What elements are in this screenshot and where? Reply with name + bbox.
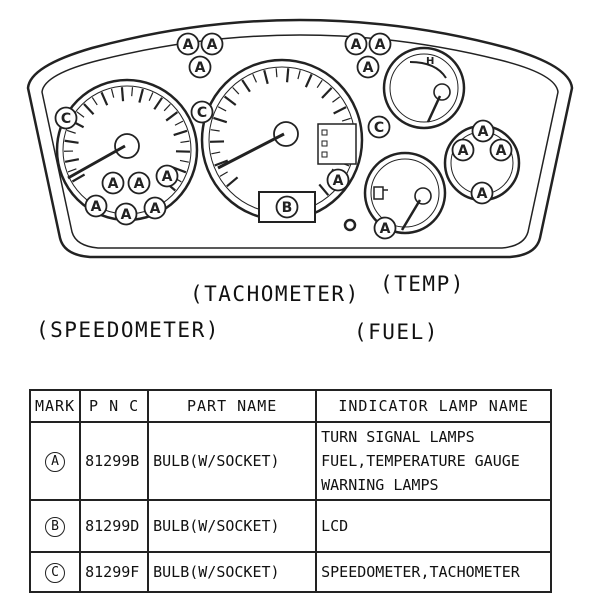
header-part-name: PART NAME (148, 390, 316, 422)
tachometer-hub (274, 122, 298, 146)
temp-hub (434, 84, 450, 100)
dial-tick (332, 97, 339, 102)
mark-symbol: C (45, 563, 65, 583)
bulb-mark-letter: B (281, 200, 293, 216)
bulb-mark-letter: A (206, 37, 218, 53)
part-name-cell: BULB(W/SOCKET) (148, 500, 316, 552)
pnc-cell: 81299D (80, 500, 148, 552)
part-name-cell: BULB(W/SOCKET) (148, 422, 316, 500)
fuel-pump-icon (374, 187, 383, 199)
bulb-mark-letter: A (182, 37, 194, 53)
header-pnc: P N C (80, 390, 148, 422)
header-indicator: INDICATOR LAMP NAME (316, 390, 551, 422)
indicator-cell (316, 500, 551, 552)
dial-tick (264, 70, 267, 84)
bulb-mark-letter: C (373, 120, 385, 136)
mark-symbol: B (45, 517, 65, 537)
temp-gauge (384, 48, 464, 128)
dial-tick (166, 112, 177, 120)
pnc-cell: 81299B (80, 422, 148, 500)
fuel-needle (402, 200, 420, 230)
tachometer-label: (TACHOMETER) (190, 282, 360, 306)
bulb-mark-letter: A (379, 221, 391, 237)
fuel-hub (415, 188, 431, 204)
bulb-mark-letter: A (194, 60, 206, 76)
dial-tick (112, 89, 114, 98)
dial-tick (317, 80, 322, 87)
dial-tick (213, 118, 226, 122)
dial-tick (92, 97, 97, 105)
bulb-mark-letter: A (495, 143, 507, 159)
dial-tick (211, 130, 220, 131)
dial-tick (154, 98, 162, 110)
parts-table (29, 389, 552, 593)
bulb-mark-letter: A (476, 186, 488, 202)
indicator-cell (316, 422, 551, 500)
pnc-cell: 81299F (80, 552, 148, 592)
header-mark: MARK (30, 390, 80, 422)
bulb-mark-letter: A (161, 169, 173, 185)
table-row (30, 422, 551, 500)
dial-tick (102, 92, 108, 105)
bulb-mark-letter: A (457, 143, 469, 159)
dial-tick (180, 160, 189, 162)
dial-tick (242, 80, 250, 92)
dial-tick (342, 118, 351, 121)
speedometer-label: (SPEEDOMETER) (36, 318, 220, 342)
bulb-mark-letter: A (133, 176, 145, 192)
speedometer-dial (57, 80, 197, 220)
bulb-mark-letter: A (332, 173, 344, 189)
dial-tick (227, 177, 238, 186)
bulb-mark-letter: C (60, 111, 72, 127)
dial-tick (253, 74, 257, 82)
dial-tick (211, 152, 220, 154)
dial-tick (218, 107, 226, 111)
bulb-mark-letter: A (107, 176, 119, 192)
dial-tick (220, 172, 228, 177)
temp-hot-letter: H (426, 56, 435, 67)
bulb-mark-letter: A (90, 199, 102, 215)
fuel-label: (FUEL) (354, 320, 439, 344)
dial-tick (65, 159, 79, 162)
part-name-cell: BULB(W/SOCKET) (148, 552, 316, 592)
dial-tick (306, 74, 312, 87)
dial-tick (225, 97, 236, 105)
dial-tick (276, 68, 277, 77)
dial-tick (139, 89, 143, 103)
indicator-cell (316, 552, 551, 592)
dial-tick (149, 93, 153, 101)
table-row (30, 500, 551, 552)
dial-tick (84, 104, 94, 114)
temp-needle (428, 96, 440, 122)
reset-knob (345, 220, 355, 230)
dial-tick (319, 184, 328, 195)
lamp-name: TURN SIGNAL LAMPS (321, 428, 475, 446)
dial-tick (334, 107, 346, 113)
bulb-mark-letter: A (477, 124, 489, 140)
parts-table-header (30, 390, 551, 422)
dial-tick (122, 87, 123, 101)
bulb-mark-letter: A (120, 207, 132, 223)
dial-tick (174, 131, 187, 135)
bulb-mark-letter: A (350, 37, 362, 53)
dial-tick (180, 141, 189, 142)
bulb-mark-letter: A (149, 201, 161, 217)
dial-tick (68, 169, 76, 172)
dial-tick (67, 130, 76, 133)
bulb-mark-letter: A (374, 37, 386, 53)
bulb-mark-letter: C (196, 105, 208, 121)
lamp-name: SPEEDOMETER,TACHOMETER (321, 563, 520, 581)
mark-symbol: A (45, 452, 65, 472)
bulb-mark-letter: A (362, 60, 374, 76)
lamp-name: LCD (321, 517, 349, 535)
dial-tick (77, 112, 84, 117)
temp-label: (TEMP) (380, 272, 465, 296)
dial-tick (65, 141, 79, 143)
dial-tick (175, 121, 183, 125)
dial-tick (233, 88, 239, 95)
lamp-name: WARNING LAMPS (321, 476, 439, 494)
lamp-name: FUEL,TEMPERATURE GAUGE (321, 452, 520, 470)
dial-tick (164, 104, 170, 111)
dial-tick (287, 68, 288, 82)
dial-tick (132, 87, 133, 96)
speedometer-hub (115, 134, 139, 158)
table-row (30, 552, 551, 592)
tachometer-needle (218, 134, 284, 168)
dial-tick (298, 70, 300, 79)
dial-tick (322, 88, 332, 98)
